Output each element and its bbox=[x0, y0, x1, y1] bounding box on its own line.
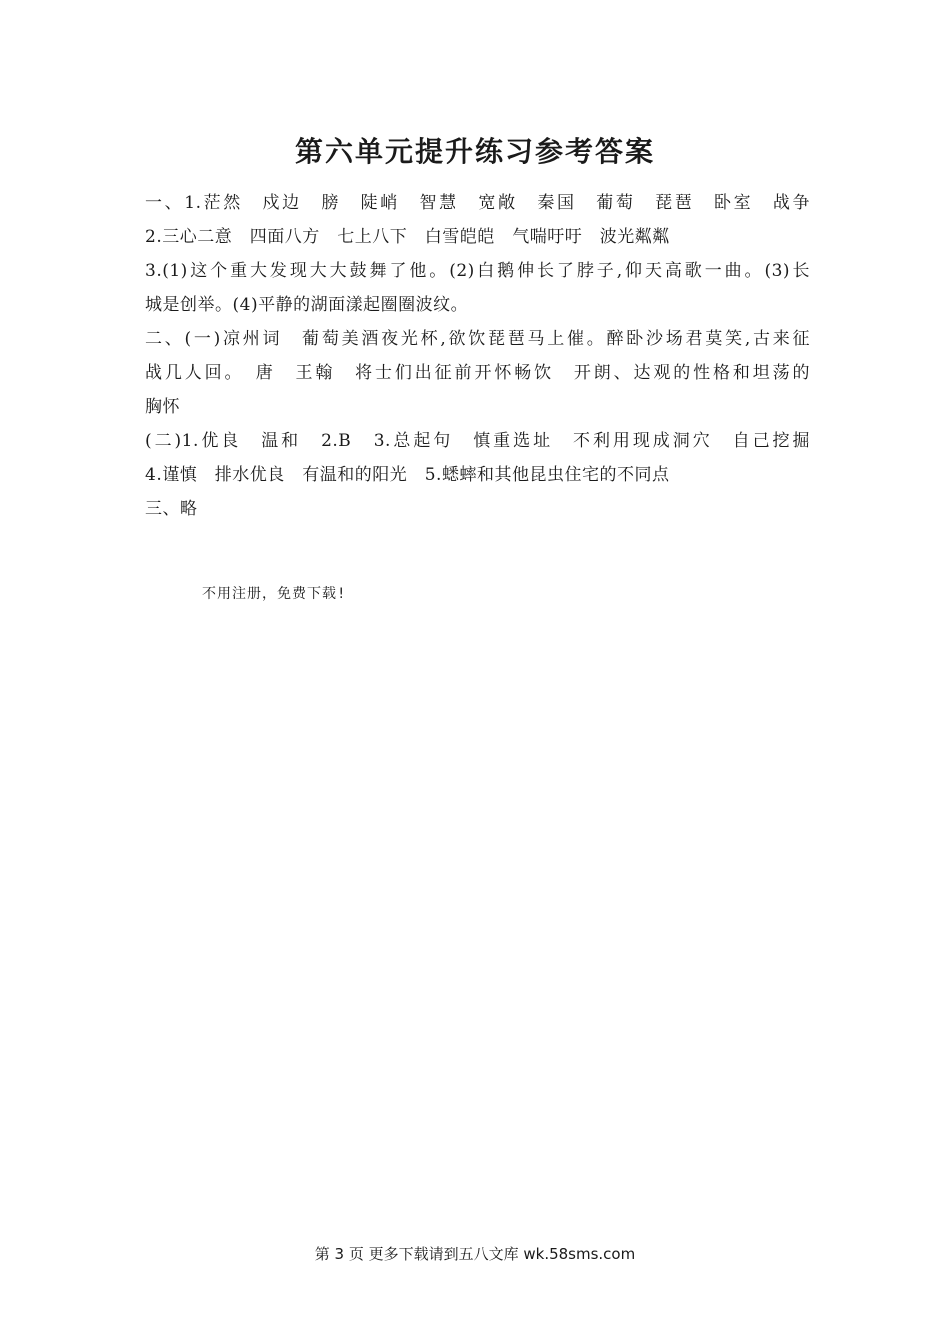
answer-line-7: 胸怀 bbox=[145, 397, 180, 417]
answer-line-8: (二)1.优良 温和 2.B 3.总起句 慎重选址 不利用现成洞穴 自己挖掘 bbox=[145, 431, 810, 451]
page-title: 第六单元提升练习参考答案 bbox=[294, 135, 655, 168]
answer-line-5: 二、(一)凉州词 葡萄美酒夜光杯,欲饮琵琶马上催。醉卧沙场君莫笑,古来征 bbox=[145, 329, 810, 349]
answer-line-9: 4.谨慎 排水优良 有温和的阳光 5.蟋蟀和其他昆虫住宅的不同点 bbox=[145, 465, 670, 485]
answer-content bbox=[145, 186, 810, 526]
answer-line-1: 一、1.茫然 戍边 膀 陡峭 智慧 宽敞 秦国 葡萄 琵琶 卧室 战争 bbox=[145, 193, 810, 213]
answer-line-10: 三、略 bbox=[145, 499, 198, 519]
download-note: 不用注册，免费下载! bbox=[202, 586, 347, 602]
page-footer: 第 3 页 更多下载请到五八文库 wk.58sms.com bbox=[314, 1245, 636, 1263]
answer-line-2: 2.三心二意 四面八方 七上八下 白雪皑皑 气喘吁吁 波光粼粼 bbox=[145, 227, 670, 247]
answer-line-6: 战几人回。 唐 王翰 将士们出征前开怀畅饮 开朗、达观的性格和坦荡的 bbox=[145, 363, 810, 383]
answer-line-4: 城是创举。(4)平静的湖面漾起圈圈波纹。 bbox=[145, 295, 469, 315]
answer-line-3: 3.(1)这个重大发现大大鼓舞了他。(2)白鹅伸长了脖子,仰天高歌一曲。(3)长 bbox=[145, 261, 810, 281]
